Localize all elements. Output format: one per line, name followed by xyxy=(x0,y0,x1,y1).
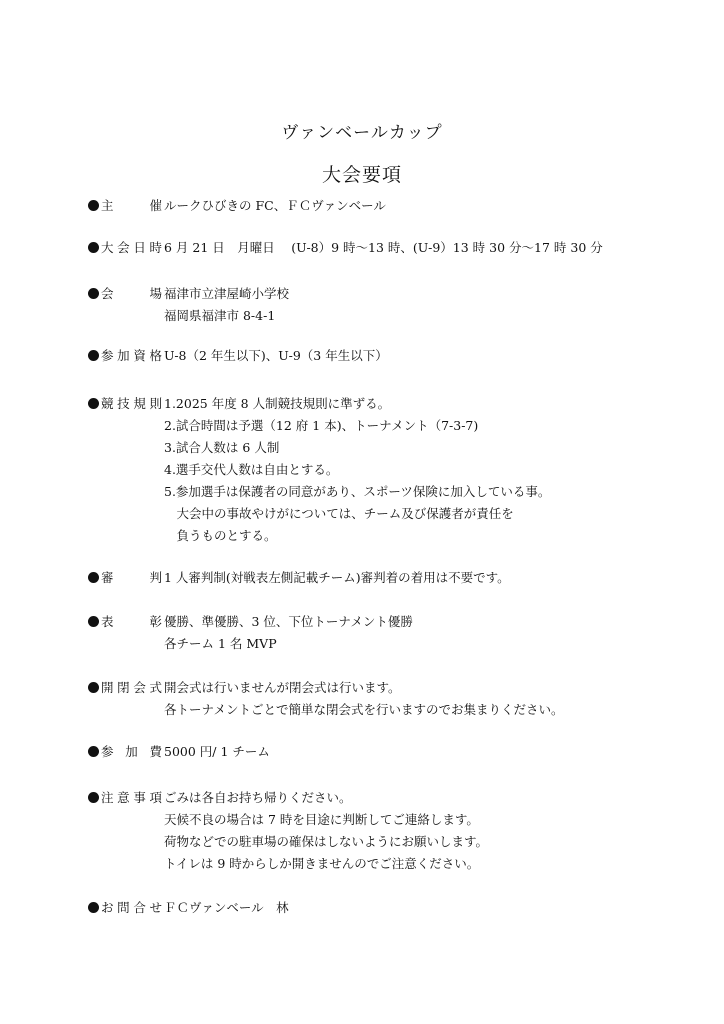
section-label xyxy=(88,195,162,217)
section-label-text: 競 技 規 則 xyxy=(101,396,162,411)
section-value: ＦＣヴァンベール 林 xyxy=(164,900,289,915)
section-label xyxy=(88,393,162,415)
label-spacer xyxy=(88,305,162,327)
section-row xyxy=(88,853,688,875)
section-value: 大会中の事故やけがについては、チーム及び保護者が責任を xyxy=(164,506,514,521)
section-row xyxy=(88,415,688,437)
label-spacer xyxy=(88,525,162,547)
section-row xyxy=(88,699,688,721)
section-row xyxy=(88,459,688,481)
section-row xyxy=(88,503,688,525)
section-value: 福津市立津屋崎小学校 xyxy=(164,286,290,301)
label-spacer xyxy=(88,633,162,655)
label-spacer xyxy=(88,437,162,459)
section-awards xyxy=(88,611,688,655)
section-value: 2.試合時間は予選（12 府 1 本)、トーナメント（7-3-7) xyxy=(164,418,479,433)
section-row xyxy=(88,741,688,763)
section-label xyxy=(88,787,162,809)
section-row xyxy=(88,831,688,853)
section-label xyxy=(88,897,162,919)
section-datetime xyxy=(88,237,688,259)
bullet-icon xyxy=(88,242,99,253)
document-title: ヴァンベールカップ xyxy=(281,123,443,143)
section-row xyxy=(88,393,688,415)
section-row xyxy=(88,633,688,655)
section-referee xyxy=(88,567,688,589)
section-label xyxy=(88,677,162,699)
section-value: ルークひびきの FC、ＦＣヴァンベール xyxy=(164,198,386,213)
section-label-text: 大 会 日 時 xyxy=(101,240,162,255)
section-row xyxy=(88,283,688,305)
section-label xyxy=(88,345,162,367)
section-label-text: 審 判 xyxy=(101,570,162,585)
label-spacer xyxy=(88,503,162,525)
section-row xyxy=(88,437,688,459)
section-ceremony xyxy=(88,677,688,721)
section-value: 5000 円/ 1 チーム xyxy=(164,744,270,759)
section-row xyxy=(88,567,688,589)
label-spacer xyxy=(88,481,162,503)
section-label-text: 注 意 事 項 xyxy=(101,790,162,805)
label-spacer xyxy=(88,809,162,831)
section-label xyxy=(88,611,162,633)
bullet-icon xyxy=(88,682,99,693)
bullet-icon xyxy=(88,200,99,211)
section-value: 開会式は行いませんが閉会式は行います。 xyxy=(164,680,401,695)
section-label xyxy=(88,283,162,305)
label-spacer xyxy=(88,415,162,437)
section-row xyxy=(88,525,688,547)
section-label-text: 参 加 資 格 xyxy=(101,348,162,363)
section-value: 各トーナメントごとで簡単な閉会式を行いますのでお集まりください。 xyxy=(164,702,564,717)
section-value: 5.参加選手は保護者の同意があり、スポーツ保険に加入している事。 xyxy=(164,484,551,499)
section-notes xyxy=(88,787,688,875)
section-row xyxy=(88,809,688,831)
section-value: 優勝、準優勝、3 位、下位トーナメント優勝 xyxy=(164,614,413,629)
bullet-icon xyxy=(88,398,99,409)
section-value: U-8（2 年生以下)、U-9（3 年生以下） xyxy=(164,348,388,363)
section-row xyxy=(88,897,688,919)
label-spacer xyxy=(88,853,162,875)
section-eligibility xyxy=(88,345,688,367)
section-rules xyxy=(88,393,688,547)
section-value: ごみは各自お持ち帰りください。 xyxy=(164,790,352,805)
section-organizer xyxy=(88,195,688,217)
section-value: 荷物などでの駐車場の確保はしないようにお願いします。 xyxy=(164,834,489,849)
bullet-icon xyxy=(88,350,99,361)
section-label-text: お 問 合 せ xyxy=(101,900,162,915)
section-fee xyxy=(88,741,688,763)
label-spacer xyxy=(88,831,162,853)
document-subtitle: 大会要項 xyxy=(321,164,402,186)
label-spacer xyxy=(88,459,162,481)
section-value: 1.2025 年度 8 人制競技規則に準ずる。 xyxy=(164,396,391,411)
section-row xyxy=(88,677,688,699)
section-value: 天候不良の場合は 7 時を目途に判断してご連絡します。 xyxy=(164,812,479,827)
section-value: 各チーム 1 名 MVP xyxy=(164,636,277,651)
section-row xyxy=(88,787,688,809)
section-label-text: 参 加 費 xyxy=(101,744,162,759)
section-label-text: 主 催 xyxy=(101,198,162,213)
section-row xyxy=(88,195,688,217)
section-row xyxy=(88,481,688,503)
section-value: 3.試合人数は 6 人制 xyxy=(164,440,280,455)
section-label-text: 開 閉 会 式 xyxy=(101,680,162,695)
bullet-icon xyxy=(88,902,99,913)
section-value: 1 人審判制(対戦表左側記載チーム)審判着の着用は不要です。 xyxy=(164,570,510,585)
bullet-icon xyxy=(88,572,99,583)
section-label xyxy=(88,741,162,763)
section-row xyxy=(88,237,688,259)
section-label-text: 表 彰 xyxy=(101,614,162,629)
section-contact xyxy=(88,897,688,919)
section-row xyxy=(88,305,688,327)
bullet-icon xyxy=(88,746,99,757)
section-label xyxy=(88,567,162,589)
section-value: 福岡県福津市 8-4-1 xyxy=(164,308,276,323)
section-label xyxy=(88,237,162,259)
section-value: 6 月 21 日 月曜日 (U-8）9 時～13 時、(U-9）13 時 30 分～17 時 30 分 xyxy=(164,240,603,255)
bullet-icon xyxy=(88,616,99,627)
label-spacer xyxy=(88,699,162,721)
section-value: 4.選手交代人数は自由とする。 xyxy=(164,462,339,477)
section-label-text: 会 場 xyxy=(101,286,162,301)
bullet-icon xyxy=(88,792,99,803)
section-row xyxy=(88,611,688,633)
section-value: トイレは 9 時からしか開きませんのでご注意ください。 xyxy=(164,856,480,871)
section-row xyxy=(88,345,688,367)
bullet-icon xyxy=(88,288,99,299)
section-value: 負うものとする。 xyxy=(164,528,277,543)
section-venue xyxy=(88,283,688,327)
